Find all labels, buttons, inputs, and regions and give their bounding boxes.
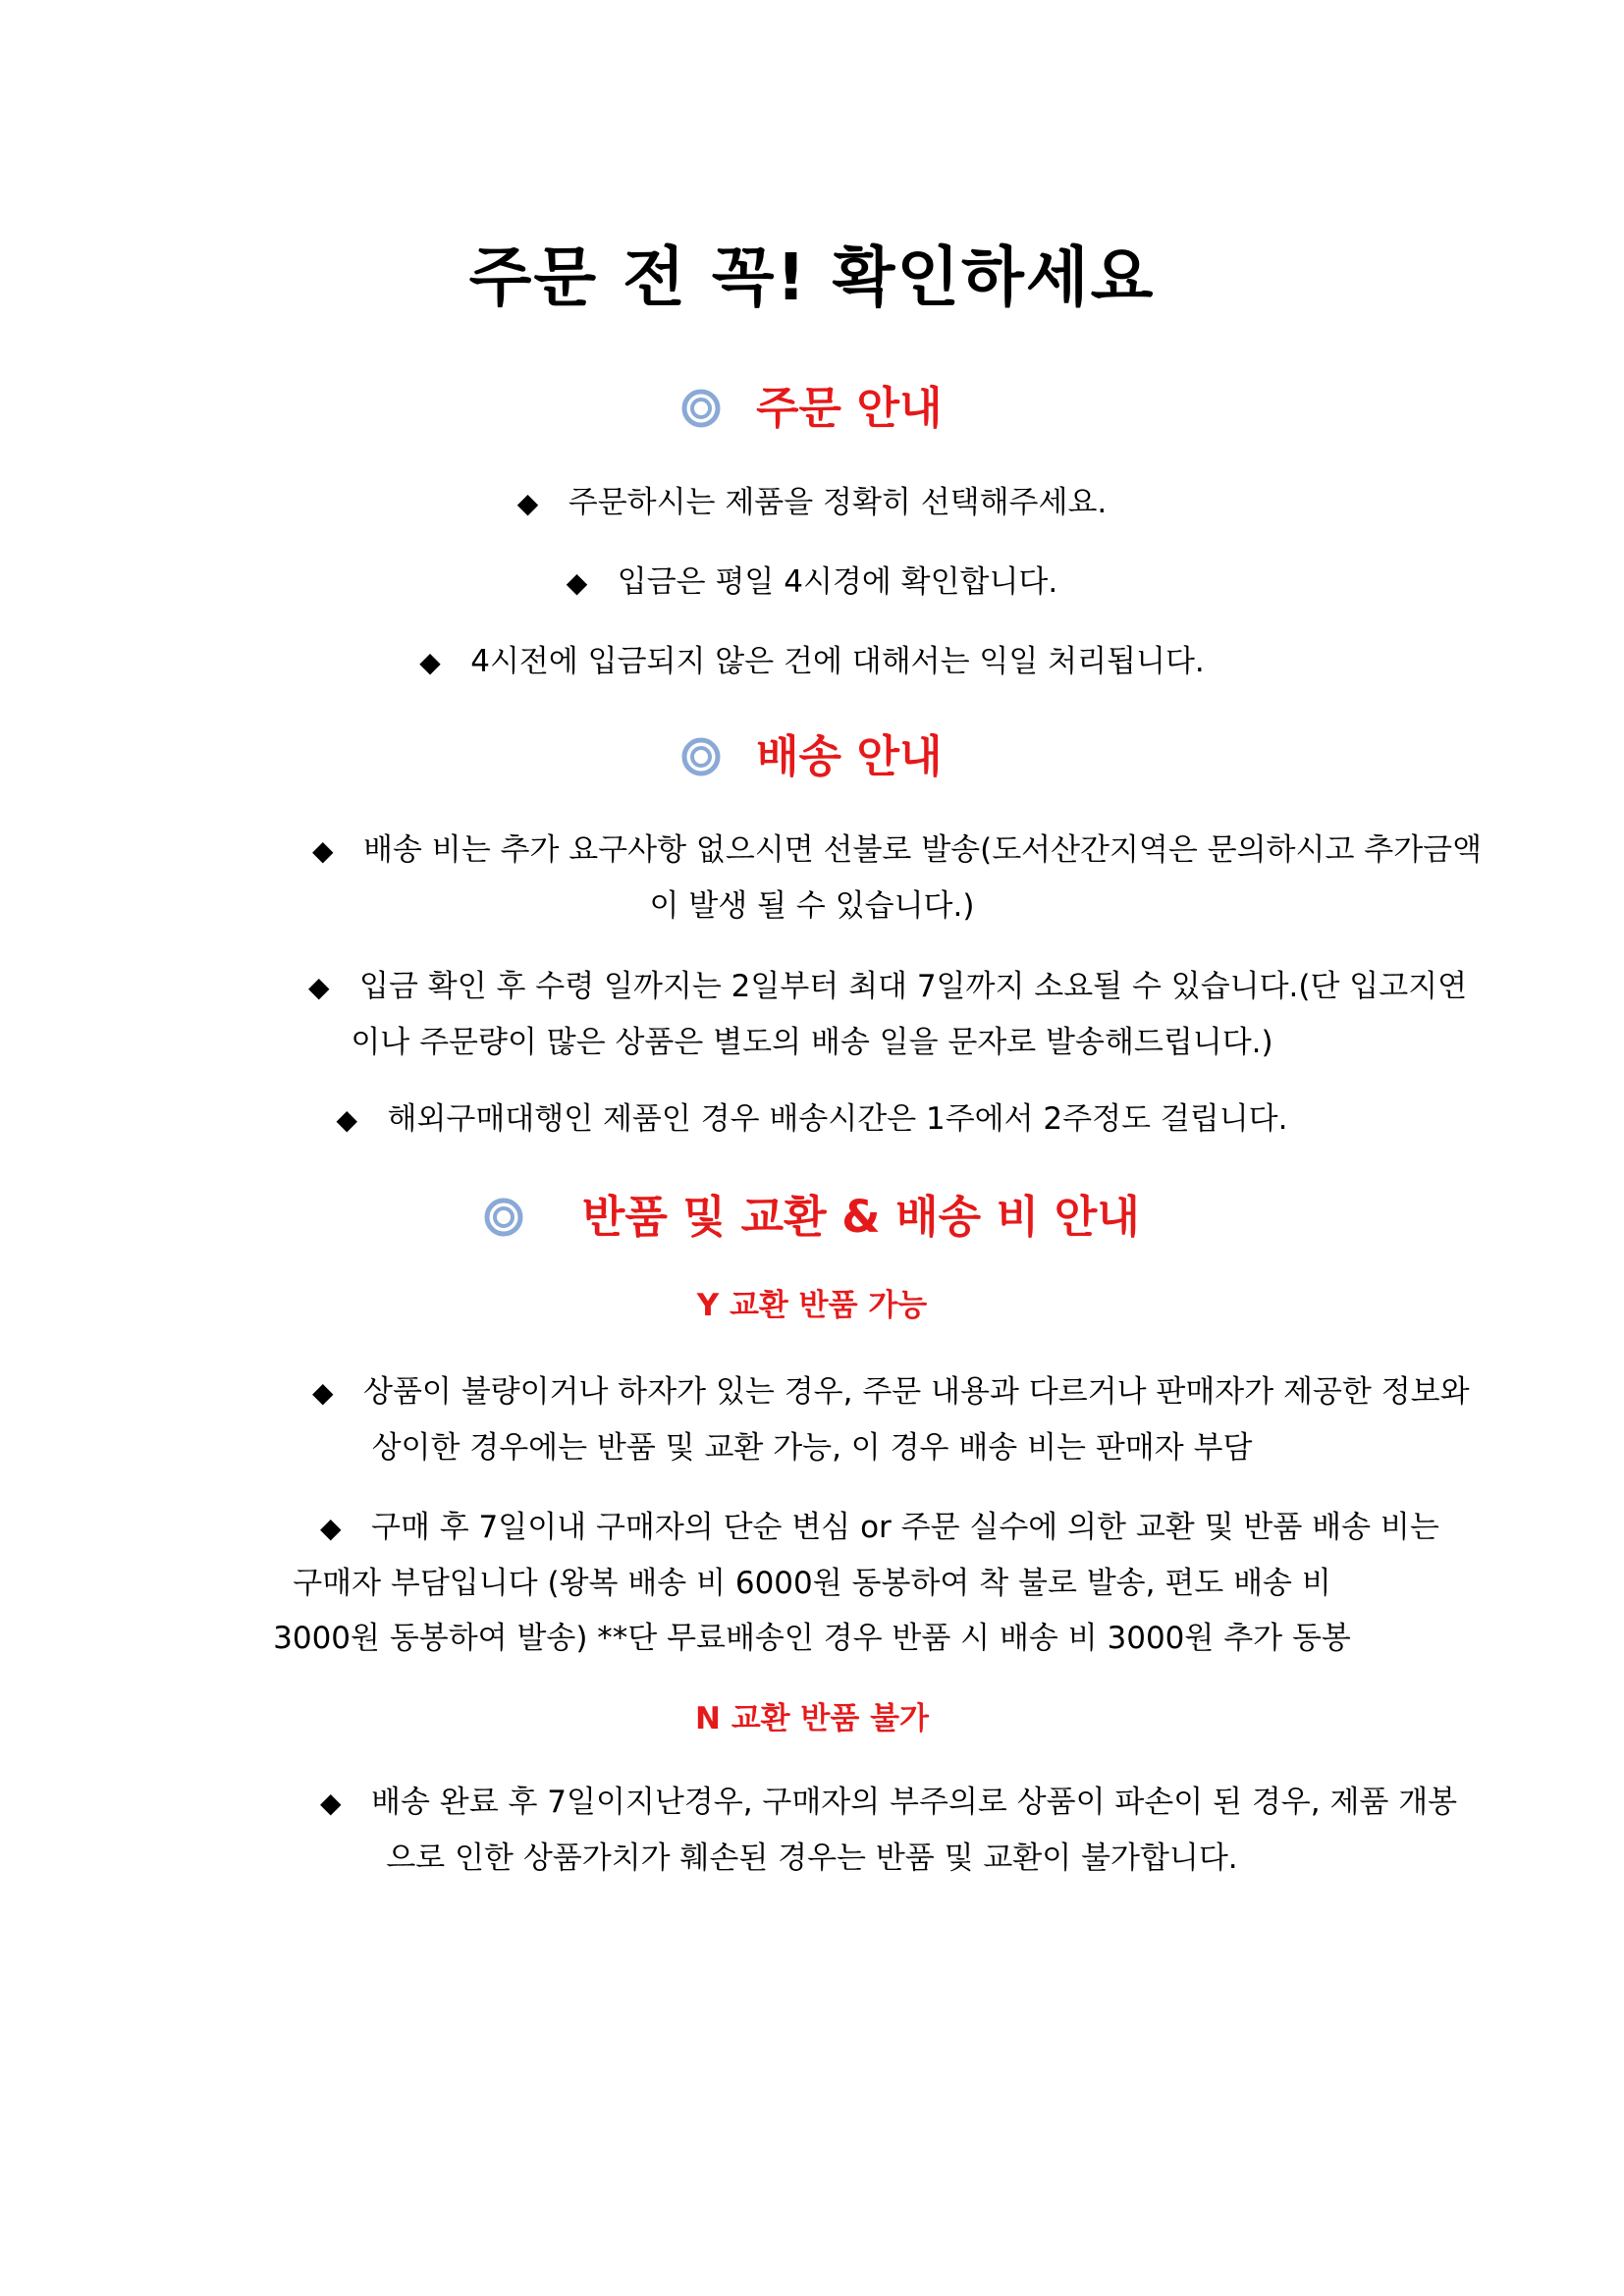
order-section-heading: [0, 376, 1624, 438]
returns-item-text: 3000원 동봉하여 발송) **단 무료배송인 경우 반품 시 배송 비 3000원 추가 동봉: [273, 1621, 1351, 1656]
returns-item-text: 구매 후 7일이내 구매자의 단순 변심 or 주문 실수에 의한 교환 및 반품 배송 비는: [371, 1510, 1439, 1545]
shipping-item-1: [0, 823, 1624, 934]
shipping-item-text: 이 발생 될 수 있습니다.): [649, 888, 975, 924]
returns-section-title: 반품 및 교환 & 배송 비 안내: [581, 1191, 1140, 1243]
returns-item-text: 상품이 불량이거나 하자가 있는 경우, 주문 내용과 다르거나 판매자가 제공한 정보와: [363, 1374, 1470, 1410]
diamond-bullet-icon: ◆: [312, 834, 334, 867]
shipping-item-text: 이나 주문량이 많은 상품은 별도의 배송 일을 문자로 발송해드립니다.): [351, 1025, 1273, 1060]
shipping-item-text: 입금 확인 후 수령 일까지는 2일부터 최대 7일까지 소요될 수 있습니다.(단 입고지연: [359, 969, 1468, 1004]
diamond-bullet-icon: ◆: [320, 1787, 342, 1819]
diamond-bullet-icon: ◆: [336, 1103, 358, 1136]
diamond-bullet-icon: ◆: [516, 487, 539, 519]
returns-item-text: 으로 인한 상품가치가 훼손된 경우는 반품 및 교환이 불가합니다.: [386, 1841, 1238, 1876]
diamond-bullet-icon: ◆: [566, 566, 588, 599]
returns-item-text: 배송 완료 후 7일이지난경우, 구매자의 부주의로 상품이 파손이 된 경우, 제품 개봉: [371, 1785, 1458, 1820]
shipping-item-text: 배송 비는 추가 요구사항 없으시면 선불로 발송(도서산간지역은 문의하시고 추가금액: [363, 832, 1483, 868]
double-circle-icon: [681, 737, 740, 776]
order-item-text: 주문하시는 제품을 정확히 선택해주세요.: [568, 485, 1108, 520]
returns-section-heading: [0, 1185, 1624, 1247]
returns-impossible-item-1: [0, 1775, 1624, 1886]
shipping-item-text: 해외구매대행인 제품인 경우 배송시간은 1주에서 2주정도 걸립니다.: [387, 1101, 1288, 1137]
returns-item-text: 구매자 부담입니다 (왕복 배송 비 6000원 동봉하여 착 불로 발송, 편도 배송 비: [293, 1566, 1331, 1601]
order-item-text: 4시전에 입금되지 않은 건에 대해서는 익일 처리됩니다.: [470, 644, 1205, 679]
returns-possible-item-2: [0, 1500, 1624, 1666]
order-item-2: [0, 555, 1624, 611]
order-item-3: [0, 634, 1624, 690]
returns-possible-item-1: [0, 1364, 1624, 1475]
page-title: 주문 전 꼭! 확인하세요: [468, 240, 1156, 315]
shipping-section-title: 배송 안내: [756, 730, 943, 782]
order-item-text: 입금은 평일 4시경에 확인합니다.: [617, 564, 1058, 600]
shipping-section-heading: [0, 724, 1624, 786]
double-circle-icon: [484, 1198, 543, 1237]
diamond-bullet-icon: ◆: [419, 646, 441, 678]
returns-impossible-subheading: N 교환 반품 불가: [695, 1701, 929, 1736]
diamond-bullet-icon: ◆: [320, 1512, 342, 1544]
order-section-title: 주문 안내: [756, 382, 943, 434]
returns-item-text: 상이한 경우에는 반품 및 교환 가능, 이 경우 배송 비는 판매자 부담: [371, 1430, 1253, 1466]
diamond-bullet-icon: ◆: [308, 971, 330, 1003]
diamond-bullet-icon: ◆: [312, 1376, 334, 1409]
returns-possible-subheading: Y 교환 반품 가능: [696, 1288, 928, 1323]
double-circle-icon: [681, 389, 740, 428]
order-item-1: [0, 475, 1624, 531]
shipping-item-2: [0, 959, 1624, 1070]
shipping-item-3: [0, 1092, 1624, 1148]
